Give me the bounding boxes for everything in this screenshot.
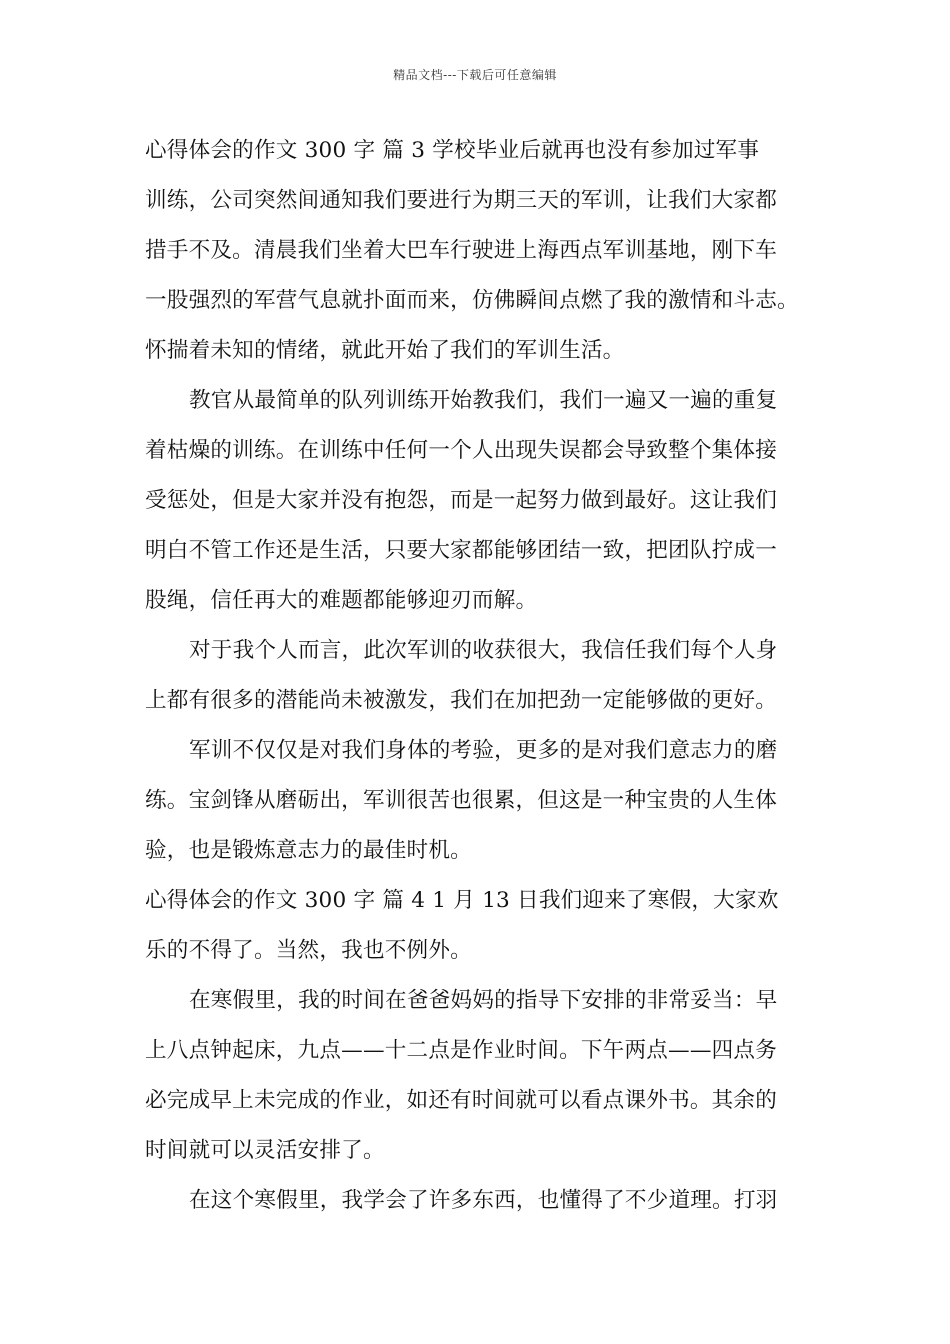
document-body (145, 126, 810, 1226)
text-line: 股绳，信任再大的难题都能够迎刃而解。 (145, 588, 538, 613)
page-header: 精品文档---下载后可任意编辑 (393, 68, 557, 82)
text-line: 在这个寒假里，我学会了许多东西，也懂得了不少道理。打羽 (189, 1188, 778, 1213)
text-line: 验，也是锻炼意志力的最佳时机。 (145, 838, 472, 863)
text-line: 练。宝剑锋从磨砺出，军训很苦也很累，但这是一种宝贵的人生体 (145, 788, 778, 813)
text-line: 怀揣着未知的情绪，就此开始了我们的军训生活。 (145, 338, 625, 363)
text-line: 在寒假里，我的时间在爸爸妈妈的指导下安排的非常妥当：早 (189, 988, 778, 1013)
text-line: 教官从最简单的队列训练开始教我们，我们一遍又一遍的重复 (189, 388, 778, 413)
text-line: 训练，公司突然间通知我们要进行为期三天的军训，让我们大家都 (145, 188, 778, 213)
text-line: 措手不及。清晨我们坐着大巴车行驶进上海西点军训基地，刚下车 (145, 238, 778, 263)
text-line: 心得体会的作文 300 字 篇 3 学校毕业后就再也没有参加过军事 (145, 138, 760, 163)
text-line: 着枯燥的训练。在训练中任何一个人出现失误都会导致整个集体接 (145, 438, 778, 463)
text-line: 受惩处，但是大家并没有抱怨，而是一起努力做到最好。这让我们 (145, 488, 778, 513)
text-line: 时间就可以灵活安排了。 (145, 1138, 385, 1163)
text-line: 乐的不得了。当然，我也不例外。 (145, 938, 472, 963)
text-line: 军训不仅仅是对我们身体的考验，更多的是对我们意志力的磨 (189, 738, 778, 763)
text-line: 上八点钟起床，九点——十二点是作业时间。下午两点——四点务 (145, 1038, 778, 1063)
text-line: 心得体会的作文 300 字 篇 4 1 月 13 日我们迎来了寒假，大家欢 (145, 888, 779, 913)
text-line: 一股强烈的军营气息就扑面而来，仿佛瞬间点燃了我的激情和斗志。 (145, 288, 799, 313)
text-line: 上都有很多的潜能尚未被激发，我们在加把劲一定能够做的更好。 (145, 688, 778, 713)
text-line: 明白不管工作还是生活，只要大家都能够团结一致，把团队拧成一 (145, 538, 778, 563)
text-line: 必完成早上未完成的作业，如还有时间就可以看点课外书。其余的 (145, 1088, 778, 1113)
text-line: 对于我个人而言，此次军训的收获很大，我信任我们每个人身 (189, 638, 778, 663)
